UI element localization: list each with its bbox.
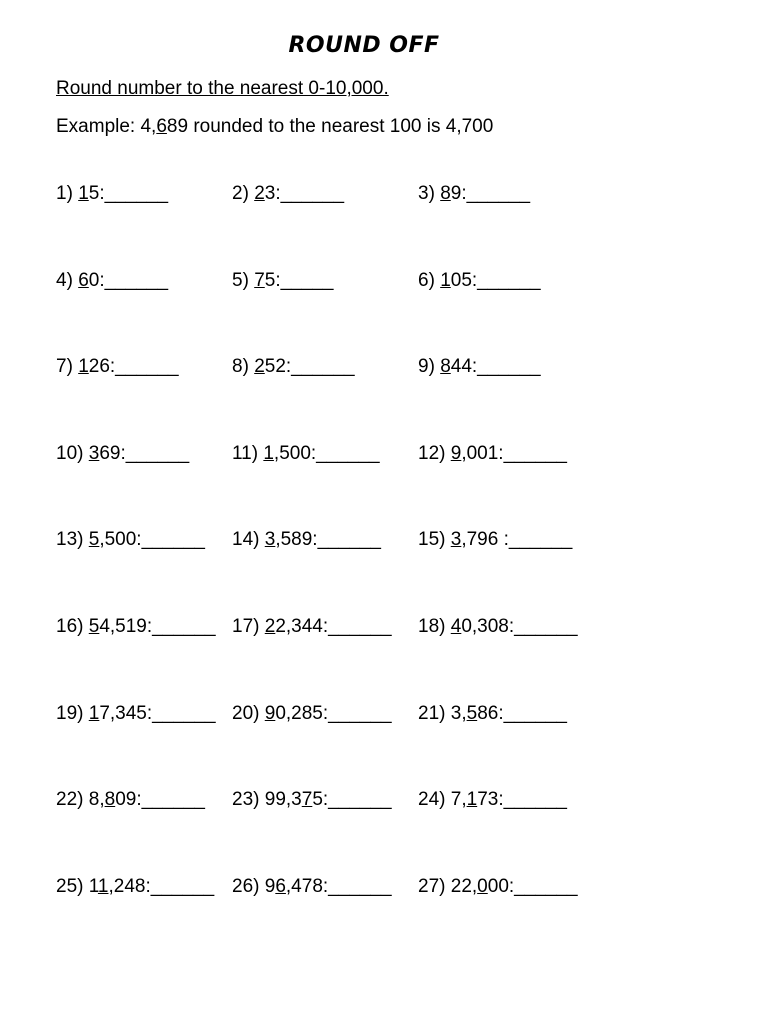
problem-item (418, 789, 567, 811)
problem-number: 15) (418, 529, 451, 551)
problem-underlined-digit: 2 (254, 356, 265, 378)
problem-number: 2) (232, 183, 255, 204)
problem-number: 4) (56, 269, 79, 291)
problem-underlined-digit: 4 (450, 615, 462, 637)
problem-number: 7) (56, 356, 79, 378)
problem-item (56, 703, 216, 725)
problem-row (56, 183, 676, 270)
problem-number: 18) (418, 615, 451, 637)
problem-underlined-digit: 1 (78, 356, 89, 378)
problem-number: 1) (56, 183, 79, 204)
problem-digits-after-blank: 5:_____ (264, 269, 334, 291)
problem-item (232, 703, 392, 725)
problem-digits-after-blank: 5:______ (312, 789, 392, 811)
problem-item (418, 356, 541, 378)
problem-underlined-digit: 1 (263, 442, 274, 464)
problem-digits-after-blank: 4,519:______ (99, 615, 216, 637)
problem-digits-after-blank: 05:______ (450, 269, 541, 291)
problem-row (56, 876, 676, 963)
problem-underlined-digit: 6 (78, 269, 89, 291)
problem-digits-after-blank: 69:______ (99, 442, 190, 464)
problem-number: 26) (232, 875, 265, 897)
problem-item (232, 529, 381, 551)
problem-digits-after-blank: ,001:______ (461, 442, 567, 464)
problem-digits-after-blank: 3:______ (264, 183, 345, 204)
problem-underlined-digit: 3 (88, 442, 100, 464)
problem-digits-before: 8, (88, 789, 105, 811)
problem-item (56, 183, 168, 205)
problem-digits-after-blank: 52:______ (264, 356, 355, 378)
problem-number: 20) (232, 702, 265, 724)
problem-row (56, 703, 676, 790)
problem-item (418, 443, 567, 465)
problem-digits-after-blank: ,589:______ (275, 529, 381, 551)
problem-item (56, 356, 179, 378)
problem-underlined-digit: 1 (78, 183, 89, 204)
problem-underlined-digit: 1 (97, 875, 109, 897)
problem-number: 5) (232, 269, 255, 291)
problem-number: 21) (418, 702, 451, 724)
instruction-text: Round number to the nearest 0-10,000. (56, 78, 389, 99)
problem-row (56, 356, 676, 443)
problem-digits-before: 7, (450, 789, 467, 811)
example-underlined-digit: 6 (156, 116, 167, 137)
problem-digits-after-blank: 09:______ (115, 789, 206, 811)
problem-underlined-digit: 1 (440, 269, 451, 291)
problem-item (56, 789, 205, 811)
problem-digits-after-blank: 26:______ (88, 356, 179, 378)
problem-number: 8) (232, 356, 255, 378)
problem-digits-after-blank: 86:______ (477, 702, 568, 724)
problem-underlined-digit: 7 (254, 269, 265, 291)
problem-digits-after-blank: 0,285:______ (275, 702, 392, 724)
problem-number: 16) (56, 615, 89, 637)
problem-item (418, 270, 541, 292)
problem-number: 13) (56, 529, 89, 551)
problem-item (418, 529, 572, 551)
problem-item (56, 529, 205, 551)
problem-underlined-digit: 3 (450, 529, 462, 551)
problem-item (232, 443, 380, 465)
problem-underlined-digit: 2 (264, 615, 276, 637)
problem-underlined-digit: 2 (254, 183, 265, 204)
problem-item (232, 183, 344, 205)
problem-number: 14) (232, 529, 265, 551)
example-text (56, 116, 493, 138)
problem-number: 6) (418, 269, 441, 291)
problem-item (56, 270, 168, 292)
problem-underlined-digit: 9 (264, 702, 276, 724)
problem-digits-after-blank: ,500:______ (99, 529, 205, 551)
problem-grid (56, 183, 676, 962)
problem-underlined-digit: 8 (440, 183, 451, 204)
problem-number: 22) (56, 789, 89, 811)
problem-underlined-digit: 5 (466, 702, 478, 724)
problem-item (418, 616, 578, 638)
problem-underlined-digit: 5 (88, 615, 100, 637)
problem-number: 11) (232, 442, 264, 464)
problem-digits-after-blank: ,248:______ (108, 875, 215, 897)
problem-digits-before: 9 (264, 875, 276, 897)
problem-underlined-digit: 5 (88, 529, 100, 551)
problem-digits-after-blank: 5:______ (88, 183, 169, 204)
problem-underlined-digit: 3 (264, 529, 276, 551)
problem-item (418, 183, 530, 205)
problem-number: 19) (56, 702, 89, 724)
example-after: 89 rounded to the nearest 100 is 4,700 (166, 116, 494, 137)
problem-digits-after-blank: ,796 :______ (461, 529, 573, 551)
problem-item (232, 789, 392, 811)
page-title: ROUND OFF (288, 33, 440, 58)
problem-row (56, 270, 676, 357)
problem-item (56, 876, 214, 898)
problem-underlined-digit: 0 (477, 875, 488, 897)
problem-digits-after-blank: 0:______ (88, 269, 169, 291)
problem-digits-before: 3, (450, 702, 467, 724)
problem-digits-after-blank: 9:______ (450, 183, 531, 204)
problem-digits-after-blank: 73:______ (477, 789, 568, 811)
problem-digits-after-blank: 44:______ (450, 356, 541, 378)
example-before: Example: 4, (56, 116, 157, 137)
problem-digits-after-blank: 2,344:______ (275, 615, 392, 637)
problem-number: 17) (232, 615, 265, 637)
problem-digits-after-blank: 00:______ (487, 875, 578, 897)
problem-item (232, 616, 392, 638)
problem-underlined-digit: 1 (466, 789, 478, 811)
problem-number: 25) (56, 875, 89, 897)
problem-number: 24) (418, 789, 451, 811)
problem-number: 23) (232, 789, 265, 811)
problem-underlined-digit: 1 (88, 702, 100, 724)
problem-underlined-digit: 6 (275, 875, 286, 897)
problem-underlined-digit: 9 (450, 442, 462, 464)
problem-number: 27) (418, 875, 451, 897)
problem-row (56, 789, 676, 876)
problem-digits-before: 99,3 (264, 789, 302, 811)
problem-digits-after-blank: 0,308:______ (461, 615, 578, 637)
problem-number: 9) (418, 356, 441, 378)
problem-underlined-digit: 8 (104, 789, 116, 811)
problem-row (56, 529, 676, 616)
problem-digits-after-blank: ,478:______ (285, 875, 392, 897)
problem-item (232, 270, 333, 292)
problem-digits-before: 1 (88, 875, 98, 897)
problem-digits-before: 22, (450, 875, 478, 897)
problem-item (56, 443, 189, 465)
problem-underlined-digit: 7 (301, 789, 313, 811)
problem-number: 12) (418, 442, 451, 464)
problem-item (232, 356, 355, 378)
problem-number: 10) (56, 442, 89, 464)
problem-item (232, 876, 392, 898)
problem-row (56, 443, 676, 530)
problem-row (56, 616, 676, 703)
problem-item (418, 703, 567, 725)
problem-item (56, 616, 216, 638)
problem-item (418, 876, 578, 898)
problem-digits-after-blank: 7,345:______ (99, 702, 216, 724)
problem-number: 3) (418, 183, 441, 204)
problem-digits-after-blank: ,500:______ (273, 442, 380, 464)
problem-underlined-digit: 8 (440, 356, 451, 378)
